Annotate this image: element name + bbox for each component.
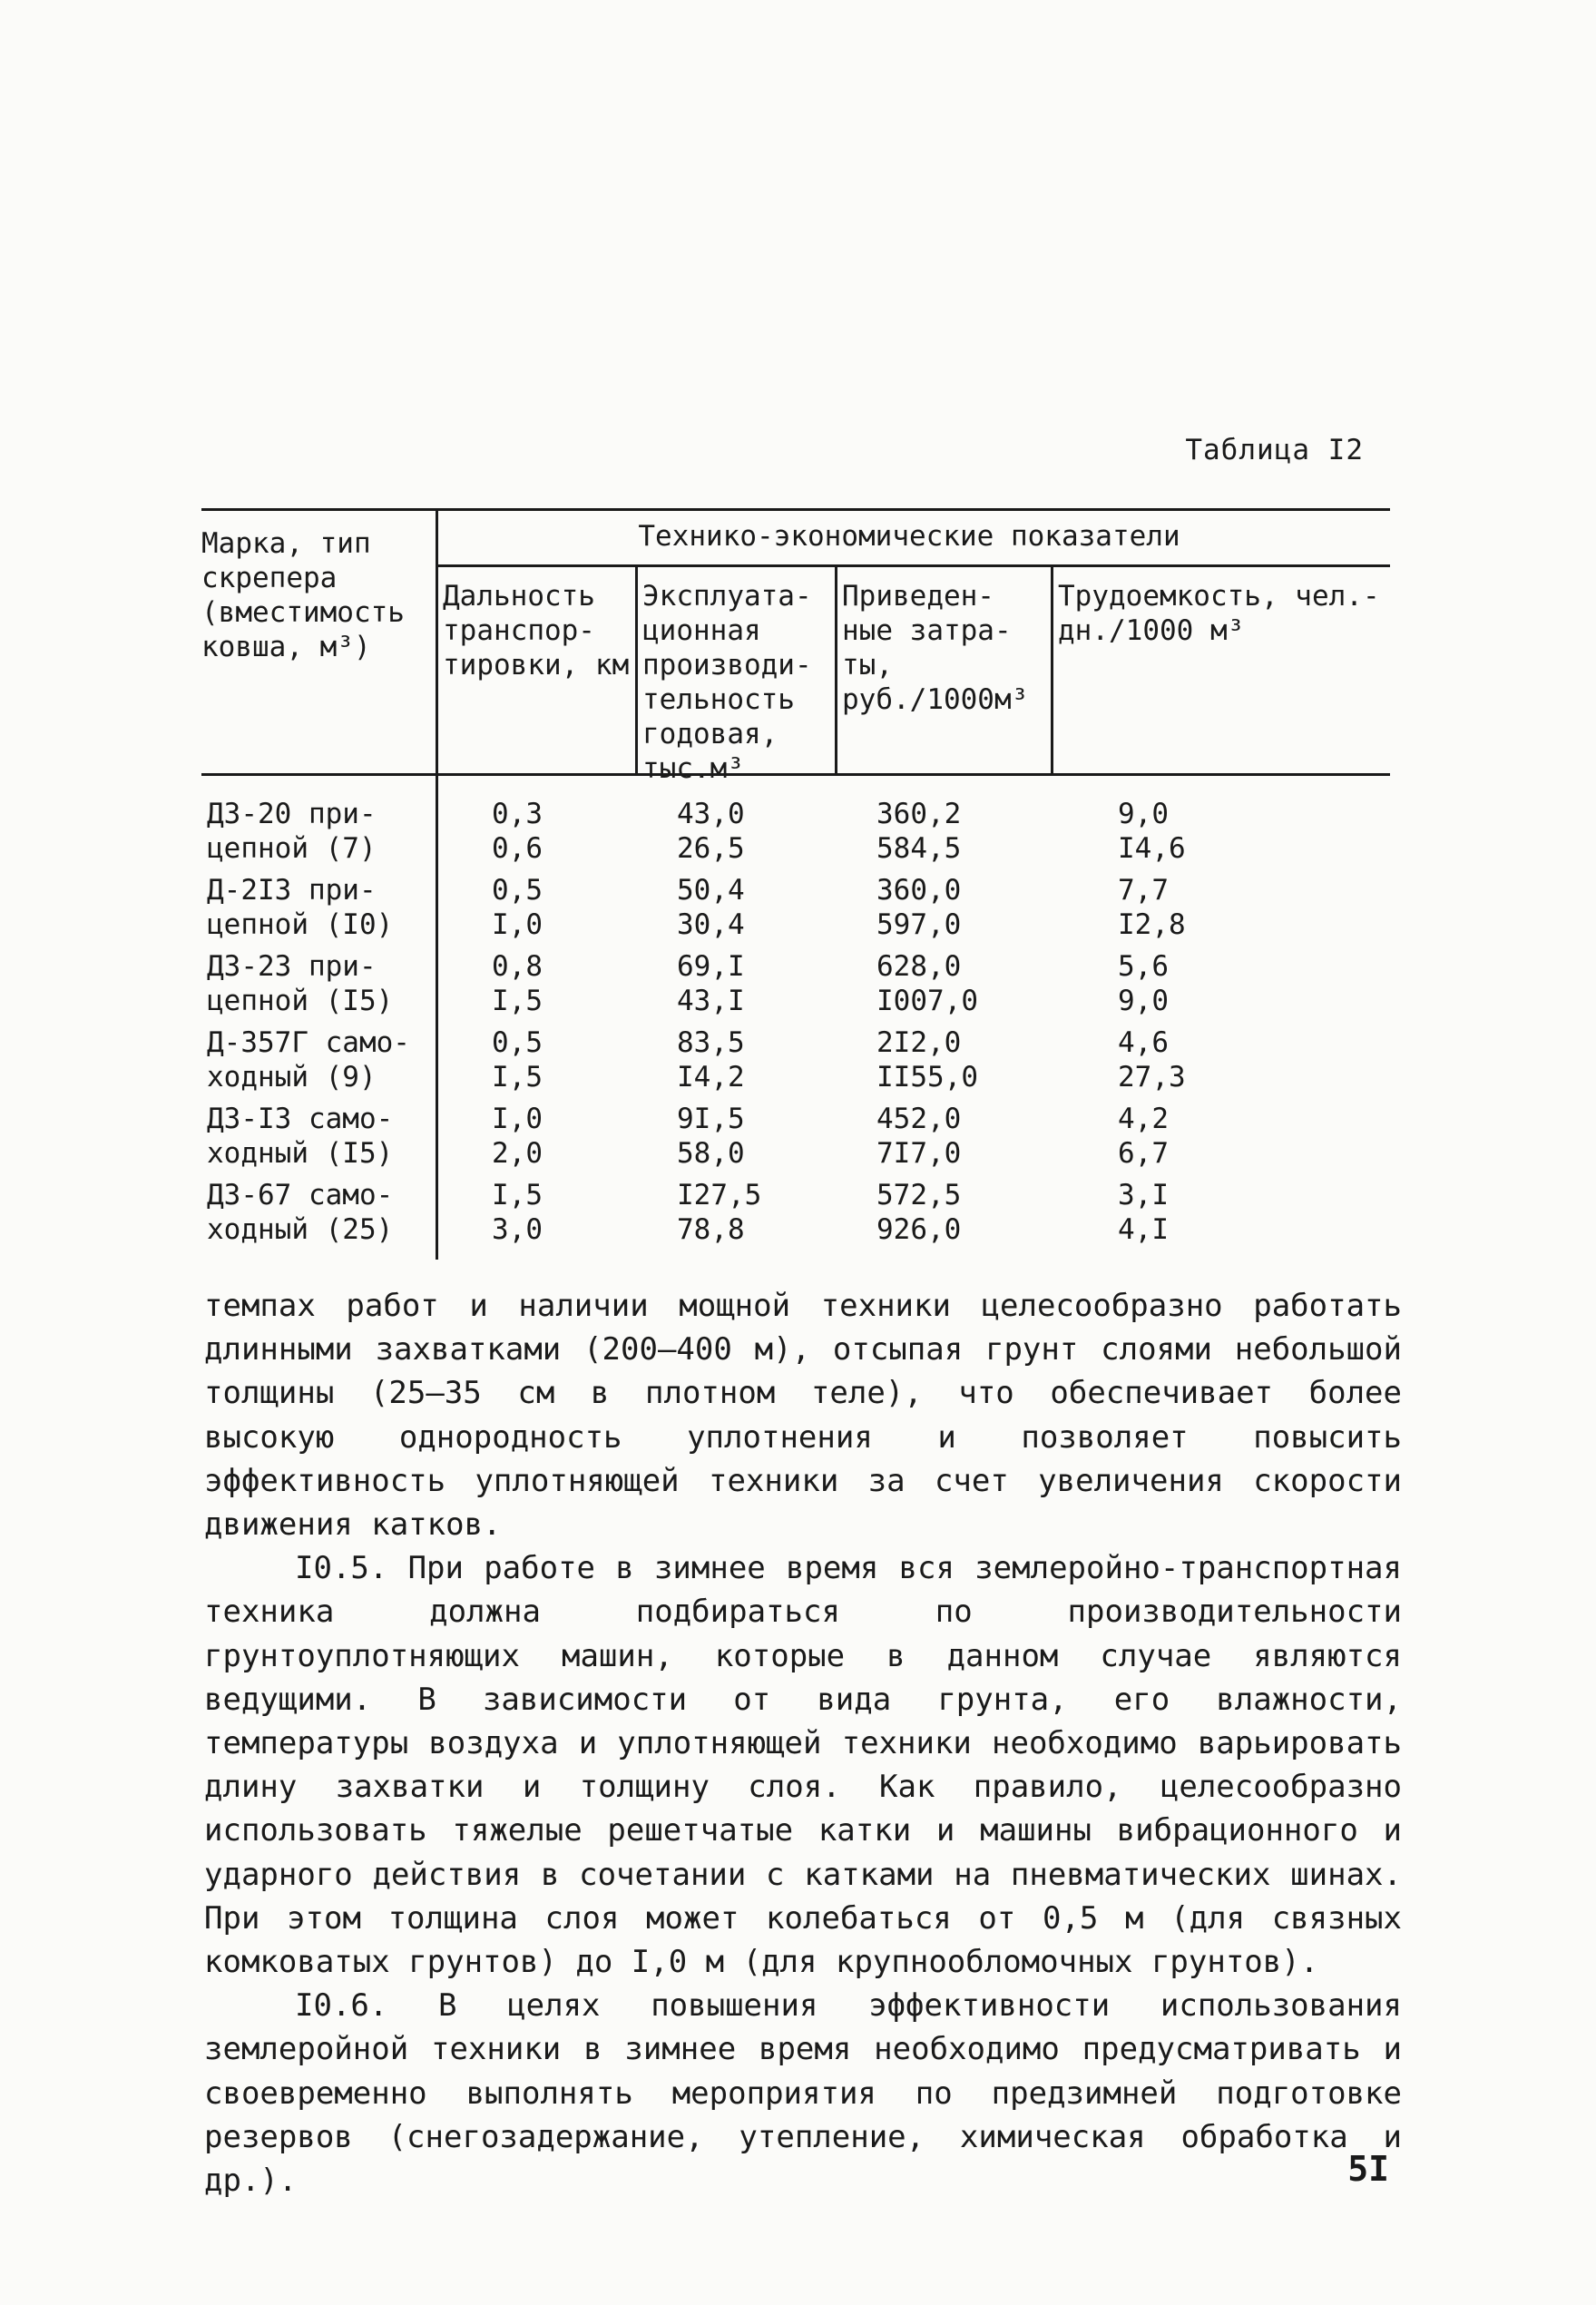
cell-costs: 360,0 597,0 (876, 874, 962, 941)
page-number: 5I (1347, 2149, 1389, 2189)
cell-labor: 3,I 4,I (1118, 1179, 1169, 1246)
group-header-rule (437, 564, 1390, 567)
cell-distance: I,5 3,0 (492, 1179, 543, 1246)
header-group: Технико-экономические показатели (638, 520, 1180, 553)
cell-labor: 4,2 6,7 (1118, 1103, 1169, 1170)
cell-labor: 5,6 9,0 (1118, 950, 1169, 1017)
row-brand: ДЗ-67 само- ходный (25) (207, 1179, 394, 1246)
header-productivity: Эксплуата- ционная производи- тельность годовая, тыс.м³ (642, 580, 812, 785)
row-brand: Д-2I3 при- цепной (I0) (207, 874, 394, 941)
cell-distance: 0,5 I,0 (492, 874, 543, 941)
table-top-rule (201, 508, 1390, 511)
header-brand: Марка, тип скрепера (вместимость ковша, м³) (201, 527, 405, 663)
table-row (201, 1178, 1390, 1254)
cell-costs: 452,0 7I7,0 (876, 1103, 962, 1170)
table-row (201, 873, 1390, 949)
table-row (201, 797, 1390, 873)
body-text (204, 1284, 1402, 2202)
cell-costs: 2I2,0 II55,0 (876, 1026, 978, 1094)
paragraph-continuation: темпах работ и наличии мощной техники целесообразно работать длинными захватками (200–400 м), отсыпая грунт слоями небольшой толщины (25–35 см в плотном теле), что обеспечивает более высокую однородность уплотнения и позволяет повысить эффективность уплотняющей техники за счет увеличения скорости движения катков. (204, 1288, 1402, 1544)
cell-costs: 628,0 I007,0 (876, 950, 978, 1017)
cell-labor: 7,7 I2,8 (1118, 874, 1186, 941)
cell-distance: 0,5 I,5 (492, 1026, 543, 1094)
row-brand: Д-357Г само- ходный (9) (207, 1026, 410, 1094)
cell-distance: I,0 2,0 (492, 1103, 543, 1170)
cell-costs: 572,5 926,0 (876, 1179, 962, 1246)
cell-labor: 4,6 27,3 (1118, 1026, 1186, 1094)
cell-productivity: 83,5 I4,2 (677, 1026, 745, 1094)
cell-productivity: 50,4 30,4 (677, 874, 745, 941)
cell-distance: 0,3 0,6 (492, 798, 543, 865)
cell-productivity: 43,0 26,5 (677, 798, 745, 865)
col-divider-2 (635, 564, 638, 773)
row-brand: ДЗ-20 при- цепной (7) (207, 798, 377, 865)
table-caption: Таблица I2 (1185, 434, 1364, 466)
cell-productivity: I27,5 78,8 (677, 1179, 762, 1246)
row-brand: ДЗ-I3 само- ходный (I5) (207, 1103, 394, 1170)
table-row (201, 949, 1390, 1025)
header-labor: Трудоемкость, чел.-дн./1000 м³ (1058, 580, 1380, 647)
row-brand: ДЗ-23 при- цепной (I5) (207, 950, 394, 1017)
table-row (201, 1102, 1390, 1178)
paragraph-10-6: I0.6. В целях повышения эффективности использования землеройной техники в зимнее время необходимо предусматривать и своевременно выполнять мероприятия по предзимней подготовке резервов (снегозадержание, утепление, химическая обработка и др.). (204, 1987, 1402, 2200)
col-divider-3 (835, 564, 837, 773)
cell-productivity: 69,I 43,I (677, 950, 745, 1017)
cell-distance: 0,8 I,5 (492, 950, 543, 1017)
header-costs: Приведен- ные затра- ты, руб./1000м³ (842, 580, 1029, 716)
table-row (201, 1025, 1390, 1102)
col-divider-4 (1051, 564, 1053, 773)
cell-costs: 360,2 584,5 (876, 798, 962, 865)
header-distance: Дальность транспор- тировки, км (443, 580, 630, 682)
paragraph-10-5: I0.5. При работе в зимнее время вся землеройно-транспортная техника должна подбираться по производительности грунтоуплотняющих машин, которые в данном случае являются ведущими. В зависимости от вида грунта, его влажности, температуры воздуха и уплотняющей техники необходимо варьировать длину захватки и толщину слоя. Как правило, целесообразно использовать тяжелые решетчатые катки и машины вибрационного и ударного действия в сочетании с катками на пневматических шинах. При этом толщина слоя может колебаться от 0,5 м (для связных комковатых грунтов) до I,0 м (для крупнообломочных грунтов). (204, 1550, 1402, 1981)
cell-productivity: 9I,5 58,0 (677, 1103, 745, 1170)
cell-labor: 9,0 I4,6 (1118, 798, 1186, 865)
